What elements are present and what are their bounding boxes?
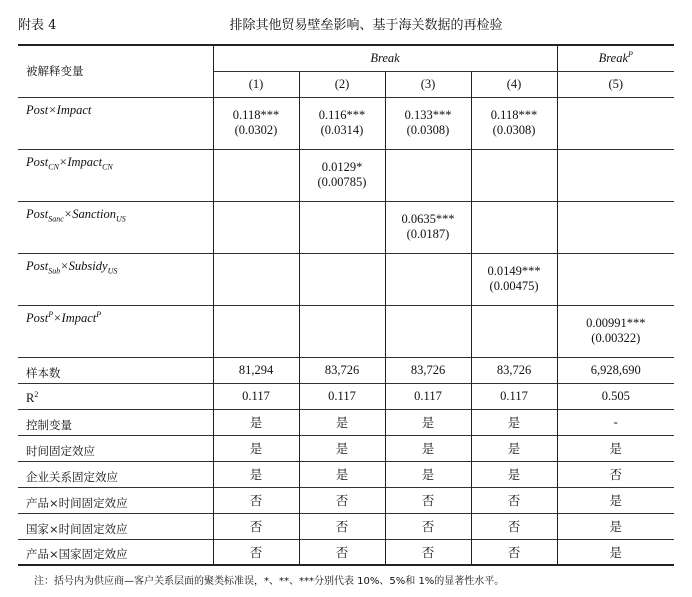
stat-value-cell: 否 [385,539,471,565]
coefficient-cell: 0.0635*** [385,201,471,227]
std-error-cell [213,279,299,305]
stat-value-cell: 是 [385,409,471,435]
results-table-body [18,45,674,565]
stat-value-cell: 是 [299,409,385,435]
stat-value-cell: 是 [385,435,471,461]
stat-value-cell: 是 [299,461,385,487]
coefficient-cell [299,253,385,279]
header-row-groups [18,45,674,71]
results-table [18,44,674,566]
stat-value-cell: 是 [385,461,471,487]
variable-label-sub: CN [102,162,113,171]
variable-label-sub: Sub [48,266,61,275]
coefficient-cell [213,253,299,279]
coefficient-cell [299,201,385,227]
stat-value-cell: 83,726 [385,357,471,383]
group-header-break-p [557,45,674,71]
stat-value-cell: 83,726 [471,357,557,383]
stat-row [18,409,674,435]
std-error-cell [557,175,674,201]
stat-value-cell: 是 [213,435,299,461]
table-label: 附表 4 [18,18,57,33]
group-header-break-p-base: Break [598,50,629,65]
std-error-cell: (0.00785) [299,175,385,201]
std-error-cell [471,331,557,357]
variable-label-part: Post×Impact [26,102,92,117]
coefficient-cell [471,305,557,331]
stat-label-text: 产品×时间固定效应 [26,495,128,510]
variable-label-sub: CN [48,162,59,171]
variable-label-part: ×Impact [53,310,97,325]
std-error-cell: (0.0187) [385,227,471,253]
stat-value-cell: 是 [299,435,385,461]
std-error-cell [557,227,674,253]
stat-value-cell: 否 [557,461,674,487]
std-error-cell [385,279,471,305]
std-error-cell [299,331,385,357]
coefficient-cell: 0.00991*** [557,305,674,331]
stat-label-text: 控制变量 [26,417,72,432]
column-number: (1) [213,71,299,97]
coefficient-cell: 0.116*** [299,97,385,123]
coefficient-cell [557,149,674,175]
stat-row [18,539,674,565]
coefficient-cell [385,253,471,279]
stat-value-cell: - [557,409,674,435]
stat-value-cell: 81,294 [213,357,299,383]
coefficient-cell: 0.118*** [471,97,557,123]
group-header-break: Break [213,45,557,71]
coefficient-cell [385,305,471,331]
stat-row [18,487,674,513]
stat-value-cell: 否 [471,539,557,565]
variable-label-sup: P [48,309,54,319]
coefficient-cell [213,305,299,331]
stat-label-text: R [26,391,35,405]
stat-label-text: 样本数 [26,365,61,380]
stat-value-cell: 0.117 [213,383,299,409]
coefficient-cell: 0.0149*** [471,253,557,279]
stat-value-cell: 是 [471,461,557,487]
coefficient-cell [385,149,471,175]
variable-label [18,305,213,357]
dep-var-label: 被解释变量 [26,64,84,79]
column-number: (2) [299,71,385,97]
stat-label-text: 时间固定效应 [26,443,95,458]
stat-value-cell: 是 [557,539,674,565]
stat-value-cell: 是 [557,513,674,539]
coefficient-cell [213,149,299,175]
std-error-cell: (0.00475) [471,279,557,305]
stat-value-cell: 是 [213,461,299,487]
stat-label [18,435,213,461]
variable-label-sub: US [115,214,126,223]
std-error-cell [557,123,674,149]
stat-label-text: 国家×时间固定效应 [26,521,128,536]
stat-value-cell: 0.117 [299,383,385,409]
stat-value-cell: 是 [213,409,299,435]
std-error-cell: (0.0308) [471,123,557,149]
variable-label-sup: P [96,309,102,319]
stat-value-cell: 是 [471,435,557,461]
table-note: 注：括号内为供应商—客户关系层面的聚类标准误，*、**、***分别代表 10%、5%和 1%的显著性水平。 [34,576,505,587]
stat-value-cell: 否 [471,487,557,513]
stat-value-cell: 是 [557,487,674,513]
stat-label-text: 企业关系固定效应 [26,469,118,484]
column-number: (5) [557,71,674,97]
stat-value-cell: 否 [299,487,385,513]
stat-label [18,409,213,435]
column-number: (4) [471,71,557,97]
std-error-cell [557,279,674,305]
variable-label [18,201,213,253]
variable-label [18,253,213,305]
std-error-cell [385,331,471,357]
variable-label-sub: US [107,266,118,275]
stat-label-text: 产品×国家固定效应 [26,547,128,562]
stat-label [18,461,213,487]
column-number: (3) [385,71,471,97]
table-header [18,8,674,33]
std-error-cell [471,227,557,253]
stat-label [18,539,213,565]
stat-label [18,513,213,539]
variable-label-part: Post [26,154,49,169]
stat-row [18,435,674,461]
std-error-cell [385,175,471,201]
stat-value-cell: 0.505 [557,383,674,409]
variable-row [18,149,674,175]
variable-row [18,97,674,123]
stat-value-cell: 否 [299,539,385,565]
stat-value-cell: 是 [471,409,557,435]
variable-label-part: Post [26,206,49,221]
coefficient-cell [557,253,674,279]
variable-label [18,149,213,201]
coefficient-cell: 0.133*** [385,97,471,123]
stat-value-cell: 0.117 [471,383,557,409]
stat-label [18,383,213,409]
variable-label-part: ×Impact [58,154,103,169]
coefficient-cell: 0.0129* [299,149,385,175]
coefficient-cell [557,201,674,227]
stat-value-cell: 否 [213,487,299,513]
coefficient-cell [299,305,385,331]
std-error-cell: (0.00322) [557,331,674,357]
stat-label [18,487,213,513]
stat-row [18,383,674,409]
coefficient-cell [471,149,557,175]
coefficient-cell [557,97,674,123]
variable-label-part: ×Sanction [63,206,116,221]
stat-value-cell: 83,726 [299,357,385,383]
variable-label-part: Post [26,310,49,325]
std-error-cell [213,227,299,253]
stat-row [18,513,674,539]
stat-value-cell: 否 [385,487,471,513]
std-error-cell: (0.0308) [385,123,471,149]
stat-value-cell: 否 [471,513,557,539]
stat-value-cell: 否 [299,513,385,539]
stat-value-cell: 是 [557,435,674,461]
stat-row [18,461,674,487]
stat-label [18,357,213,383]
variable-label-sub: Sanc [48,214,64,223]
variable-row [18,253,674,279]
variable-label-part: ×Subsidy [60,258,108,273]
variable-row [18,201,674,227]
variable-row [18,305,674,331]
std-error-cell [299,227,385,253]
coefficient-cell [213,201,299,227]
variable-label [18,97,213,149]
std-error-cell [213,331,299,357]
stat-value-cell: 否 [213,513,299,539]
stat-value-cell: 否 [385,513,471,539]
stat-value-cell: 6,928,690 [557,357,674,383]
coefficient-cell: 0.118*** [213,97,299,123]
std-error-cell [213,175,299,201]
table-title: 排除其他贸易壁垒影响、基于海关数据的再检验 [229,18,503,33]
std-error-cell: (0.0302) [213,123,299,149]
group-header-break-p-sup: P [628,49,633,59]
std-error-cell [471,175,557,201]
std-error-cell [299,279,385,305]
stat-label-sup: 2 [34,389,39,399]
std-error-cell: (0.0314) [299,123,385,149]
coefficient-cell [471,201,557,227]
stat-value-cell: 否 [213,539,299,565]
stat-value-cell: 0.117 [385,383,471,409]
variable-label-part: Post [26,258,49,273]
stat-row [18,357,674,383]
